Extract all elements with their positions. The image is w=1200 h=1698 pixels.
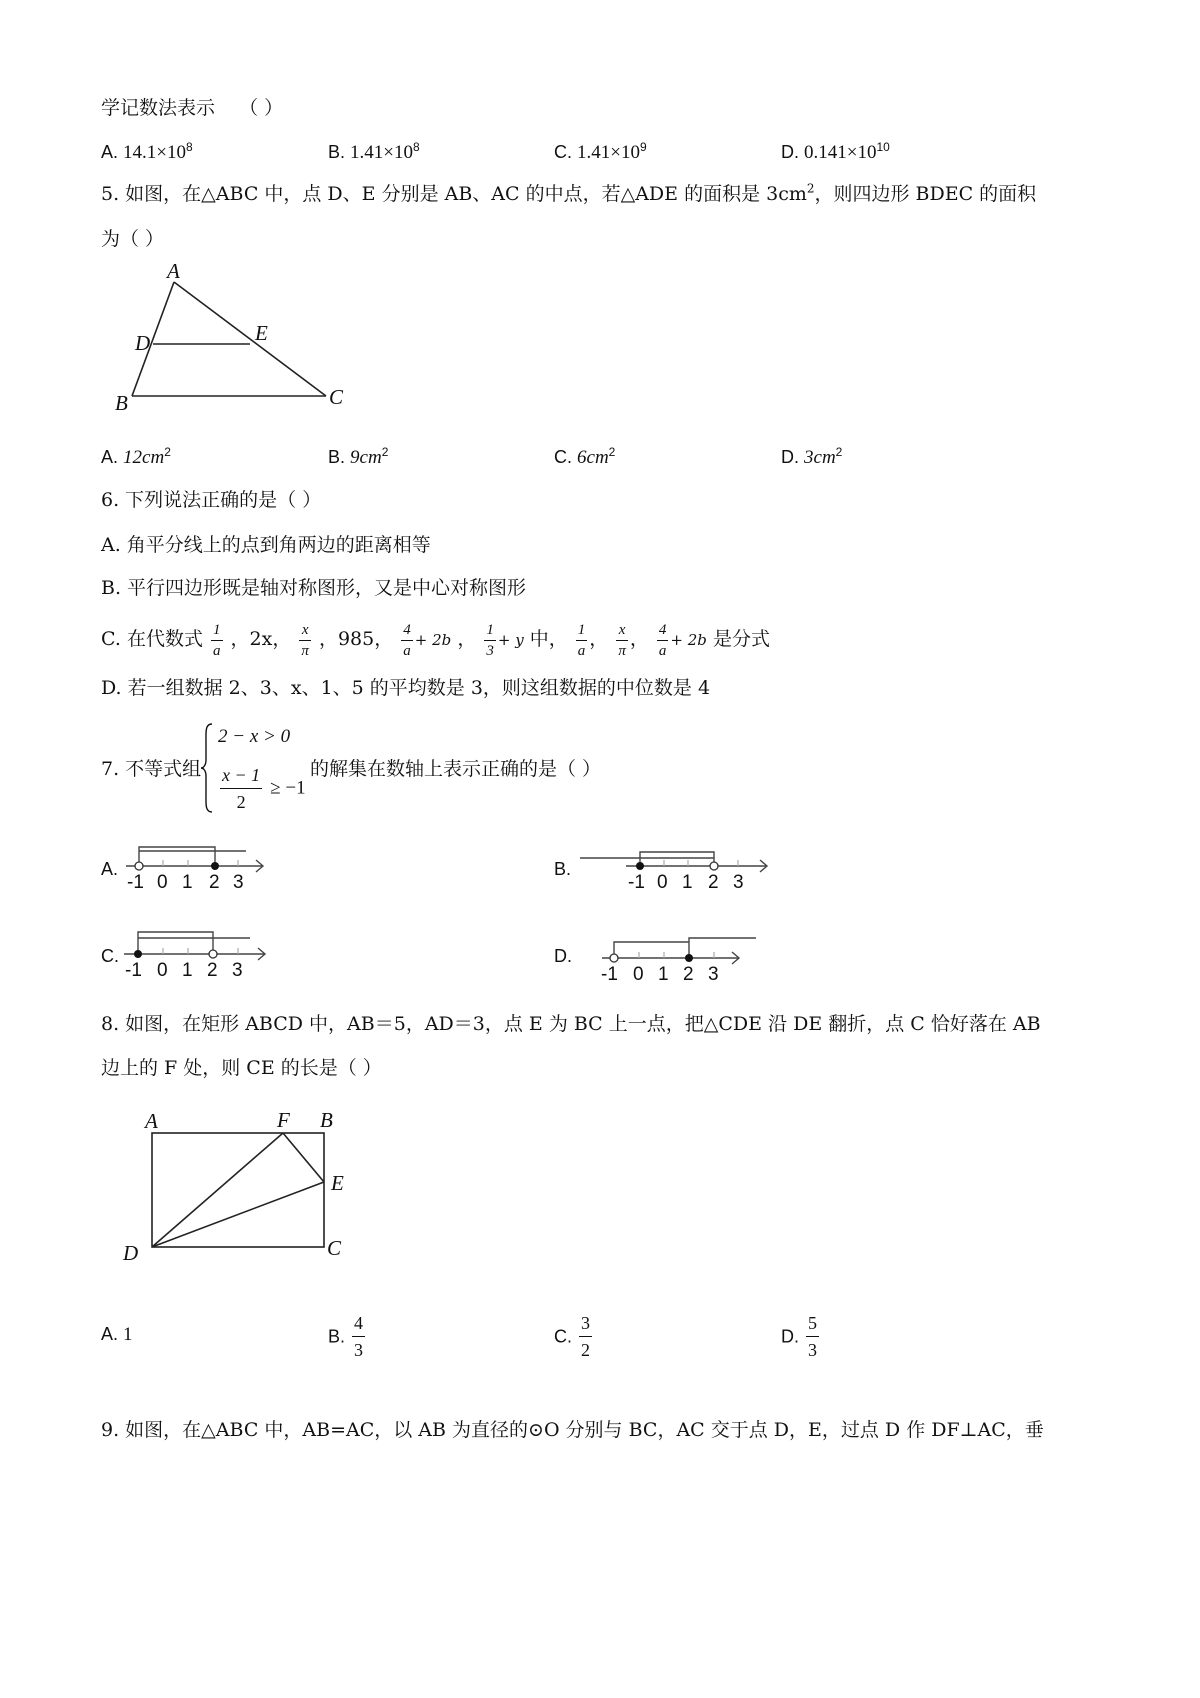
q4-stem-text: 学记数法表示 xyxy=(101,97,216,119)
tick-label: 0 xyxy=(657,872,668,893)
q7-inequality-1: 2 − x > 0 xyxy=(218,726,291,747)
q5-stem-line2: 为（ ） xyxy=(101,228,165,250)
q6c-term: ，985， xyxy=(318,628,394,650)
tick-label: 3 xyxy=(708,964,719,985)
label-a: A xyxy=(145,1109,158,1133)
fraction-x-over-pi: $\frac{x}{\pi}$ xyxy=(301,621,309,659)
q6-option-d: D. 若一组数据 2、3、x、1、5 的平均数是 3，则这组数据的中位数是 4 xyxy=(101,677,711,699)
option-letter: D. xyxy=(781,1326,799,1347)
tick-label: 1 xyxy=(682,872,693,893)
label-b: B xyxy=(320,1108,333,1132)
q4-stem-tail xyxy=(101,95,283,121)
option-letter: D. xyxy=(781,447,799,467)
option-exponent: 8 xyxy=(186,140,193,154)
label-d: D xyxy=(135,331,151,355)
label-d: D xyxy=(123,1241,139,1265)
q8-stem-line2: 边上的 F 处，则 CE 的长是（ ） xyxy=(101,1057,382,1079)
option-letter: A. xyxy=(101,1324,119,1344)
tick-label: 0 xyxy=(157,960,168,980)
option-exponent: 2 xyxy=(381,445,389,459)
q7-option-c-letter: C. xyxy=(101,946,119,966)
tick-label: 3 xyxy=(233,872,244,893)
label-f: F xyxy=(277,1108,290,1132)
tick-label: 2 xyxy=(209,872,220,893)
option-exponent: 10 xyxy=(876,140,890,154)
q5-option-d xyxy=(781,445,842,470)
q8-option-d xyxy=(781,1310,821,1363)
q7-option-d-letter: D. xyxy=(554,946,572,966)
q8-stem-line1: 8. 如图，在矩形 ABCD 中，AB＝5，AD＝3，点 E 为 BC 上一点，把△CDE 沿 DE 翻折，点 C 恰好落在 AB xyxy=(101,1013,1041,1035)
option-value: 1.41×10 xyxy=(350,142,413,163)
label-e: E xyxy=(331,1171,344,1195)
option-exponent: 2 xyxy=(835,445,843,459)
fraction-x-over-pi: $\frac{x}{\pi}$ xyxy=(618,621,626,659)
option-value: 0.141×10 xyxy=(804,142,877,163)
q8-option-c xyxy=(554,1310,594,1363)
option-value: 1.41×10 xyxy=(577,142,640,163)
option-letter: C. xyxy=(554,1326,572,1347)
tick-label: 1 xyxy=(658,964,669,985)
option-value: 3cm xyxy=(804,447,836,468)
option-letter: D. xyxy=(781,142,799,162)
q7-numberline-b xyxy=(576,836,776,894)
tick-label: 2 xyxy=(683,964,694,985)
tick-label: 0 xyxy=(157,872,168,893)
q4-option-c xyxy=(554,140,647,165)
option-exponent: 9 xyxy=(639,140,647,154)
tick-label: -1 xyxy=(628,872,645,893)
q6c-prefix: C. 在代数式 xyxy=(101,628,203,650)
q5-stem-line1 xyxy=(101,181,1036,207)
option-letter: B. xyxy=(328,447,346,467)
q7-option-b-letter: B. xyxy=(554,859,572,879)
q8-rectangle-figure xyxy=(115,1100,365,1270)
q4-paren: （ ） xyxy=(239,97,284,119)
q6c-term: ， xyxy=(457,628,477,650)
fraction-4-over-a: $\frac{4}{a}$ xyxy=(658,621,667,659)
tick-label: 1 xyxy=(182,960,193,980)
option-fraction: $\frac{5}{3}$ xyxy=(806,1310,819,1363)
q7-numberline-a xyxy=(120,836,270,894)
q7-numberline-c xyxy=(118,922,273,980)
option-value: 9cm xyxy=(350,447,382,468)
option-letter: A. xyxy=(101,142,119,162)
option-exponent: 2 xyxy=(164,445,171,459)
q5-option-c xyxy=(554,445,615,470)
tick-label: 1 xyxy=(182,872,193,893)
q6c-term: + y xyxy=(497,631,524,649)
q6c-term: ，2x， xyxy=(230,628,292,650)
q7-inequality-2 xyxy=(218,762,306,815)
option-value: 1 xyxy=(123,1324,133,1345)
q7-suffix: 的解集在数轴上表示正确的是（ ） xyxy=(310,758,602,780)
label-a: A xyxy=(167,259,180,283)
tick-label: 0 xyxy=(633,964,644,985)
q7-prefix: 7. 不等式组 xyxy=(101,758,202,780)
q6c-suffix: 是分式 xyxy=(712,628,770,650)
label-b: B xyxy=(115,391,128,415)
option-value: 12cm xyxy=(123,447,165,468)
option-letter: A. xyxy=(101,447,119,467)
option-value: 14.1×10 xyxy=(123,142,186,163)
segment-df xyxy=(152,1133,283,1247)
option-letter: B. xyxy=(328,142,346,162)
q6-option-b: B. 平行四边形既是轴对称图形，又是中心对称图形 xyxy=(101,577,527,599)
q4-option-b xyxy=(328,140,420,165)
q5-stem-sup: 2 xyxy=(806,181,815,196)
q6c-term: + 2b xyxy=(670,631,707,649)
segment-ac xyxy=(174,282,326,396)
tick-label: 3 xyxy=(232,960,243,980)
q5-stem-tail: ，则四边形 BDEC 的面积 xyxy=(814,183,1037,205)
q7-option-a-letter: A. xyxy=(101,859,119,879)
tick-label: 2 xyxy=(207,960,218,980)
fraction-x-minus-1-over-2: $\frac{x - 1}{2}$ xyxy=(220,762,262,815)
q6-option-c: C. 在代数式 $\frac{1}{a}$ ，2x， $\frac{x}{\pi}$ ，985， $\frac{4}{a}$ + 2b ， $\frac{1}{3}$ + y 中， $\frac{1}{a}$ ， $\frac{x}{\pi}$ ， $\frac{4}{a}$ + 2b 是分式 xyxy=(101,621,770,659)
q7-brace xyxy=(200,722,214,814)
segment-fe xyxy=(283,1133,324,1182)
q4-option-a xyxy=(101,140,193,165)
tick-label: -1 xyxy=(601,964,618,985)
tick-label: 3 xyxy=(733,872,744,893)
fraction-1-over-a: $\frac{1}{a}$ xyxy=(213,621,221,659)
q9-stem-line1: 9. 如图，在△ABC 中，AB=AC，以 AB 为直径的⊙O 分别与 BC，AC 交于点 D，E，过点 D 作 DF⊥AC，垂 xyxy=(101,1419,1044,1441)
label-c: C xyxy=(327,1236,342,1260)
option-exponent: 2 xyxy=(608,445,616,459)
option-value: 6cm xyxy=(577,447,609,468)
option-fraction: $\frac{4}{3}$ xyxy=(352,1310,365,1363)
q5-triangle-figure xyxy=(105,258,355,418)
q6-stem: 6. 下列说法正确的是（ ） xyxy=(101,489,322,511)
fraction-4-over-a: $\frac{4}{a}$ xyxy=(403,621,411,659)
option-letter: C. xyxy=(554,447,572,467)
q5-option-b xyxy=(328,445,388,470)
option-letter: B. xyxy=(328,1326,346,1347)
q8-option-a xyxy=(101,1322,133,1347)
tick-label: 2 xyxy=(708,872,719,893)
label-c: C xyxy=(329,385,344,409)
inequality-relation: ≥ −1 xyxy=(270,777,306,799)
fraction-1-over-a: $\frac{1}{a}$ xyxy=(577,621,586,659)
tick-label: -1 xyxy=(127,872,144,893)
segment-de xyxy=(152,1182,324,1247)
q5-stem-text: 5. 如图，在△ABC 中，点 D、E 分别是 AB、AC 的中点，若△ADE 的面积是 3cm xyxy=(101,183,807,205)
label-e: E xyxy=(255,321,268,345)
q6c-term: 中， xyxy=(529,628,568,650)
q7-numberline-d xyxy=(596,928,766,986)
option-fraction: $\frac{3}{2}$ xyxy=(579,1310,592,1363)
fraction-1-over-3: $\frac{1}{3}$ xyxy=(486,621,494,659)
q6c-term: + 2b xyxy=(414,631,452,649)
q6-option-a: A. 角平分线上的点到角两边的距离相等 xyxy=(101,534,431,556)
q8-option-b xyxy=(328,1310,367,1363)
option-letter: C. xyxy=(554,142,572,162)
option-exponent: 8 xyxy=(413,140,420,154)
tick-label: -1 xyxy=(125,960,142,980)
q5-option-a xyxy=(101,445,171,470)
q4-option-d xyxy=(781,140,890,165)
